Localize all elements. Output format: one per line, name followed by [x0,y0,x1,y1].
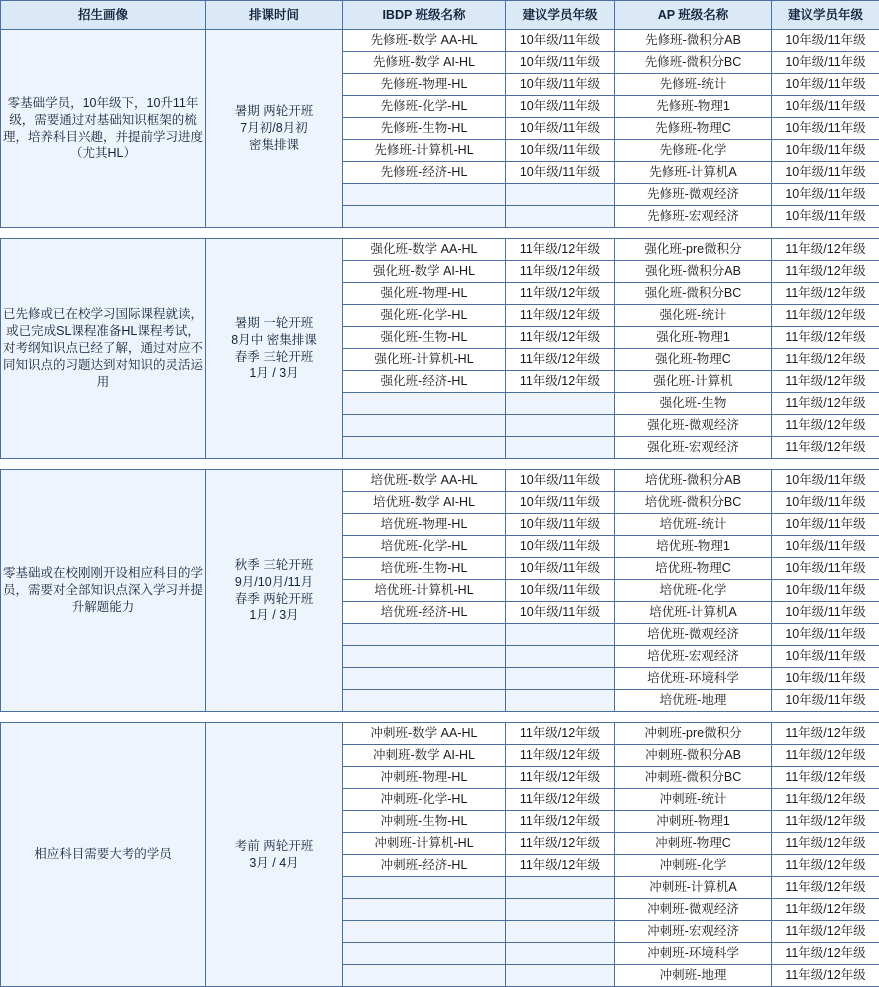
group-separator [1,228,879,239]
ibdp-grade-cell-empty [506,899,615,921]
ap-grade-cell: 10年级/11年级 [772,536,879,558]
ibdp-grade-cell: 10年级/11年级 [506,470,615,492]
ibdp-grade-cell: 10年级/11年级 [506,492,615,514]
column-header-ap-grade: 建议学员年级 [772,1,879,30]
column-header-ibdp-grade: 建议学员年级 [506,1,615,30]
ibdp-grade-cell: 11年级/12年级 [506,789,615,811]
ibdp-grade-cell-empty [506,415,615,437]
ap-grade-cell: 11年级/12年级 [772,965,879,987]
ap-grade-cell: 11年级/12年级 [772,921,879,943]
ibdp-grade-cell-empty [506,921,615,943]
ibdp-grade-cell: 10年级/11年级 [506,162,615,184]
ibdp-class-cell: 先修班-数学 AA-HL [343,30,506,52]
ap-class-cell: 冲刺班-物理C [615,833,772,855]
ap-grade-cell: 11年级/12年级 [772,811,879,833]
ibdp-grade-cell: 11年级/12年级 [506,855,615,877]
ibdp-grade-cell: 11年级/12年级 [506,239,615,261]
ap-grade-cell: 11年级/12年级 [772,327,879,349]
ibdp-class-cell: 强化班-经济-HL [343,371,506,393]
ap-grade-cell: 10年级/11年级 [772,74,879,96]
group-separator [1,712,879,723]
ap-class-cell: 冲刺班-化学 [615,855,772,877]
ap-class-cell: 先修班-化学 [615,140,772,162]
ibdp-grade-cell: 11年级/12年级 [506,349,615,371]
ap-class-cell: 冲刺班-环境科学 [615,943,772,965]
schedule-line: 9月/10月/11月 [206,574,342,591]
ibdp-grade-cell: 11年级/12年级 [506,283,615,305]
ap-grade-cell: 10年级/11年级 [772,118,879,140]
ap-grade-cell: 11年级/12年级 [772,349,879,371]
ap-grade-cell: 10年级/11年级 [772,558,879,580]
ap-class-cell: 冲刺班-pre微积分 [615,723,772,745]
ibdp-grade-cell-empty [506,877,615,899]
ap-class-cell: 强化班-物理1 [615,327,772,349]
ap-grade-cell: 11年级/12年级 [772,855,879,877]
ibdp-grade-cell-empty [506,690,615,712]
ap-grade-cell: 10年级/11年级 [772,140,879,162]
column-header-schedule: 排课时间 [206,1,343,30]
ap-class-cell: 培优班-化学 [615,580,772,602]
schedule-line: 暑期 一轮开班 [206,315,342,332]
group-separator-cell [1,459,879,470]
group-separator-cell [1,228,879,239]
ibdp-grade-cell: 11年级/12年级 [506,723,615,745]
ap-grade-cell: 10年级/11年级 [772,492,879,514]
ibdp-class-cell-empty [343,646,506,668]
schedule-cell [206,30,343,228]
ibdp-class-cell: 强化班-物理-HL [343,283,506,305]
ap-grade-cell: 11年级/12年级 [772,833,879,855]
ap-class-cell: 冲刺班-地理 [615,965,772,987]
ibdp-grade-cell: 11年级/12年级 [506,371,615,393]
ibdp-class-cell-empty [343,921,506,943]
ibdp-class-cell-empty [343,206,506,228]
ibdp-class-cell-empty [343,184,506,206]
ap-class-cell: 先修班-微观经济 [615,184,772,206]
ibdp-class-cell-empty [343,624,506,646]
ap-class-cell: 强化班-pre微积分 [615,239,772,261]
ap-grade-cell: 10年级/11年级 [772,96,879,118]
ap-grade-cell: 10年级/11年级 [772,580,879,602]
ap-grade-cell: 10年级/11年级 [772,514,879,536]
ibdp-class-cell: 先修班-化学-HL [343,96,506,118]
ap-grade-cell: 10年级/11年级 [772,184,879,206]
ap-grade-cell: 10年级/11年级 [772,624,879,646]
ap-class-cell: 培优班-环境科学 [615,668,772,690]
ap-grade-cell: 11年级/12年级 [772,899,879,921]
ap-class-cell: 培优班-微积分AB [615,470,772,492]
ibdp-grade-cell: 10年级/11年级 [506,558,615,580]
ibdp-class-cell-empty [343,943,506,965]
ibdp-class-cell: 先修班-计算机-HL [343,140,506,162]
ibdp-class-cell-empty [343,668,506,690]
ibdp-class-cell-empty [343,899,506,921]
ap-grade-cell: 11年级/12年级 [772,723,879,745]
schedule-line: 1月 / 3月 [206,365,342,382]
table-row [1,239,879,261]
ap-class-cell: 先修班-微积分AB [615,30,772,52]
ap-grade-cell: 10年级/11年级 [772,30,879,52]
table-row [1,470,879,492]
ibdp-class-cell: 先修班-生物-HL [343,118,506,140]
table-body [1,30,879,987]
ap-class-cell: 强化班-物理C [615,349,772,371]
ap-class-cell: 培优班-统计 [615,514,772,536]
ibdp-class-cell: 强化班-化学-HL [343,305,506,327]
ibdp-class-cell: 冲刺班-物理-HL [343,767,506,789]
ibdp-class-cell: 冲刺班-经济-HL [343,855,506,877]
ap-class-cell: 强化班-宏观经济 [615,437,772,459]
ibdp-class-cell: 冲刺班-计算机-HL [343,833,506,855]
student-profile-cell: 已先修或已在校学习国际课程就读，或已完成SL课程准备HL课程考试，对考纲知识点已经了解，通过对应不同知识点的习题达到对知识的灵活运用 [1,239,206,459]
ap-grade-cell: 10年级/11年级 [772,162,879,184]
ap-class-cell: 培优班-微积分BC [615,492,772,514]
schedule-line: 考前 两轮开班 [206,838,342,855]
ap-grade-cell: 11年级/12年级 [772,283,879,305]
ap-class-cell: 先修班-物理C [615,118,772,140]
schedule-line: 暑期 两轮开班 [206,103,342,120]
ap-class-cell: 强化班-生物 [615,393,772,415]
ibdp-class-cell: 先修班-经济-HL [343,162,506,184]
ap-grade-cell: 11年级/12年级 [772,877,879,899]
ibdp-class-cell: 冲刺班-数学 AA-HL [343,723,506,745]
ibdp-class-cell-empty [343,393,506,415]
ibdp-grade-cell: 10年级/11年级 [506,30,615,52]
column-header-ap-class: AP 班级名称 [615,1,772,30]
ap-class-cell: 冲刺班-微观经济 [615,899,772,921]
ap-class-cell: 冲刺班-计算机A [615,877,772,899]
ap-class-cell: 强化班-统计 [615,305,772,327]
group-separator-cell [1,712,879,723]
ibdp-class-cell-empty [343,690,506,712]
ap-grade-cell: 11年级/12年级 [772,305,879,327]
schedule-line: 1月 / 3月 [206,607,342,624]
ap-class-cell: 强化班-计算机 [615,371,772,393]
ap-grade-cell: 11年级/12年级 [772,437,879,459]
ap-class-cell: 冲刺班-物理1 [615,811,772,833]
ibdp-class-cell: 冲刺班-化学-HL [343,789,506,811]
ap-grade-cell: 10年级/11年级 [772,52,879,74]
ap-grade-cell: 11年级/12年级 [772,371,879,393]
schedule-line: 3月 / 4月 [206,855,342,872]
ibdp-grade-cell: 10年级/11年级 [506,118,615,140]
ibdp-grade-cell-empty [506,184,615,206]
ibdp-grade-cell: 11年级/12年级 [506,745,615,767]
ibdp-grade-cell-empty [506,393,615,415]
schedule-line: 春季 两轮开班 [206,591,342,608]
ap-class-cell: 强化班-微积分AB [615,261,772,283]
ap-class-cell: 培优班-微观经济 [615,624,772,646]
schedule-line: 秋季 三轮开班 [206,557,342,574]
ibdp-class-cell-empty [343,437,506,459]
ibdp-grade-cell: 11年级/12年级 [506,305,615,327]
ibdp-class-cell: 培优班-计算机-HL [343,580,506,602]
ap-class-cell: 先修班-宏观经济 [615,206,772,228]
schedule-cell [206,239,343,459]
student-profile-cell: 零基础或在校刚刚开设相应科目的学员，需要对全部知识点深入学习并提升解题能力 [1,470,206,712]
ibdp-grade-cell: 11年级/12年级 [506,811,615,833]
student-profile-cell: 零基础学员，10年级下，10升11年级，需要通过对基础知识框架的梳理，培养科目兴趣，并提前学习进度（尤其HL） [1,30,206,228]
ap-grade-cell: 11年级/12年级 [772,745,879,767]
ap-grade-cell: 10年级/11年级 [772,668,879,690]
ibdp-grade-cell: 11年级/12年级 [506,261,615,283]
table-row [1,723,879,745]
header-row [1,1,879,30]
schedule-line: 8月中 密集排课 [206,332,342,349]
ibdp-class-cell: 培优班-化学-HL [343,536,506,558]
ap-class-cell: 冲刺班-统计 [615,789,772,811]
ibdp-class-cell: 先修班-数学 AI-HL [343,52,506,74]
column-header-ibdp-class: IBDP 班级名称 [343,1,506,30]
ap-grade-cell: 11年级/12年级 [772,239,879,261]
ap-class-cell: 培优班-宏观经济 [615,646,772,668]
ap-class-cell: 先修班-计算机A [615,162,772,184]
ap-grade-cell: 11年级/12年级 [772,261,879,283]
student-profile-cell: 相应科目需要大考的学员 [1,723,206,987]
ibdp-grade-cell: 10年级/11年级 [506,580,615,602]
ibdp-class-cell: 培优班-数学 AA-HL [343,470,506,492]
ap-grade-cell: 11年级/12年级 [772,415,879,437]
ap-grade-cell: 10年级/11年级 [772,602,879,624]
ibdp-class-cell: 强化班-数学 AI-HL [343,261,506,283]
ibdp-grade-cell: 10年级/11年级 [506,514,615,536]
ap-class-cell: 培优班-计算机A [615,602,772,624]
ap-grade-cell: 11年级/12年级 [772,789,879,811]
ap-class-cell: 先修班-物理1 [615,96,772,118]
ap-grade-cell: 11年级/12年级 [772,767,879,789]
ibdp-class-cell: 强化班-计算机-HL [343,349,506,371]
ibdp-grade-cell-empty [506,646,615,668]
schedule-cell [206,470,343,712]
ibdp-class-cell: 培优班-生物-HL [343,558,506,580]
ap-grade-cell: 11年级/12年级 [772,943,879,965]
ibdp-grade-cell: 10年级/11年级 [506,536,615,558]
ibdp-class-cell: 先修班-物理-HL [343,74,506,96]
ap-grade-cell: 10年级/11年级 [772,206,879,228]
schedule-line: 春季 三轮开班 [206,349,342,366]
group-separator [1,459,879,470]
ibdp-class-cell: 培优班-数学 AI-HL [343,492,506,514]
ibdp-class-cell: 培优班-物理-HL [343,514,506,536]
ap-grade-cell: 10年级/11年级 [772,690,879,712]
ap-class-cell: 先修班-统计 [615,74,772,96]
ap-grade-cell: 11年级/12年级 [772,393,879,415]
ibdp-class-cell-empty [343,415,506,437]
ibdp-grade-cell: 11年级/12年级 [506,833,615,855]
ap-class-cell: 强化班-微观经济 [615,415,772,437]
ap-class-cell: 先修班-微积分BC [615,52,772,74]
ibdp-grade-cell: 10年级/11年级 [506,140,615,162]
schedule-cell [206,723,343,987]
ap-class-cell: 培优班-物理C [615,558,772,580]
ibdp-grade-cell: 10年级/11年级 [506,74,615,96]
schedule-line: 7月初/8月初 [206,120,342,137]
ap-grade-cell: 10年级/11年级 [772,646,879,668]
ap-class-cell: 冲刺班-微积分BC [615,767,772,789]
ibdp-class-cell: 冲刺班-数学 AI-HL [343,745,506,767]
ap-class-cell: 培优班-物理1 [615,536,772,558]
column-header-profile: 招生画像 [1,1,206,30]
ap-class-cell: 强化班-微积分BC [615,283,772,305]
ibdp-class-cell-empty [343,965,506,987]
ibdp-class-cell: 冲刺班-生物-HL [343,811,506,833]
ap-class-cell: 冲刺班-宏观经济 [615,921,772,943]
ibdp-class-cell: 强化班-生物-HL [343,327,506,349]
ibdp-grade-cell-empty [506,206,615,228]
ibdp-grade-cell: 11年级/12年级 [506,327,615,349]
ibdp-grade-cell: 10年级/11年级 [506,602,615,624]
ibdp-grade-cell: 10年级/11年级 [506,52,615,74]
ibdp-grade-cell: 10年级/11年级 [506,96,615,118]
table-row [1,30,879,52]
table-header [1,1,879,30]
ibdp-class-cell: 强化班-数学 AA-HL [343,239,506,261]
ap-class-cell: 冲刺班-微积分AB [615,745,772,767]
ibdp-grade-cell-empty [506,668,615,690]
ibdp-grade-cell: 11年级/12年级 [506,767,615,789]
ibdp-grade-cell-empty [506,965,615,987]
ap-grade-cell: 10年级/11年级 [772,470,879,492]
ap-class-cell: 培优班-地理 [615,690,772,712]
ibdp-grade-cell-empty [506,437,615,459]
ibdp-class-cell-empty [343,877,506,899]
ibdp-class-cell: 培优班-经济-HL [343,602,506,624]
ibdp-grade-cell-empty [506,943,615,965]
schedule-line: 密集排课 [206,137,342,154]
ibdp-grade-cell-empty [506,624,615,646]
